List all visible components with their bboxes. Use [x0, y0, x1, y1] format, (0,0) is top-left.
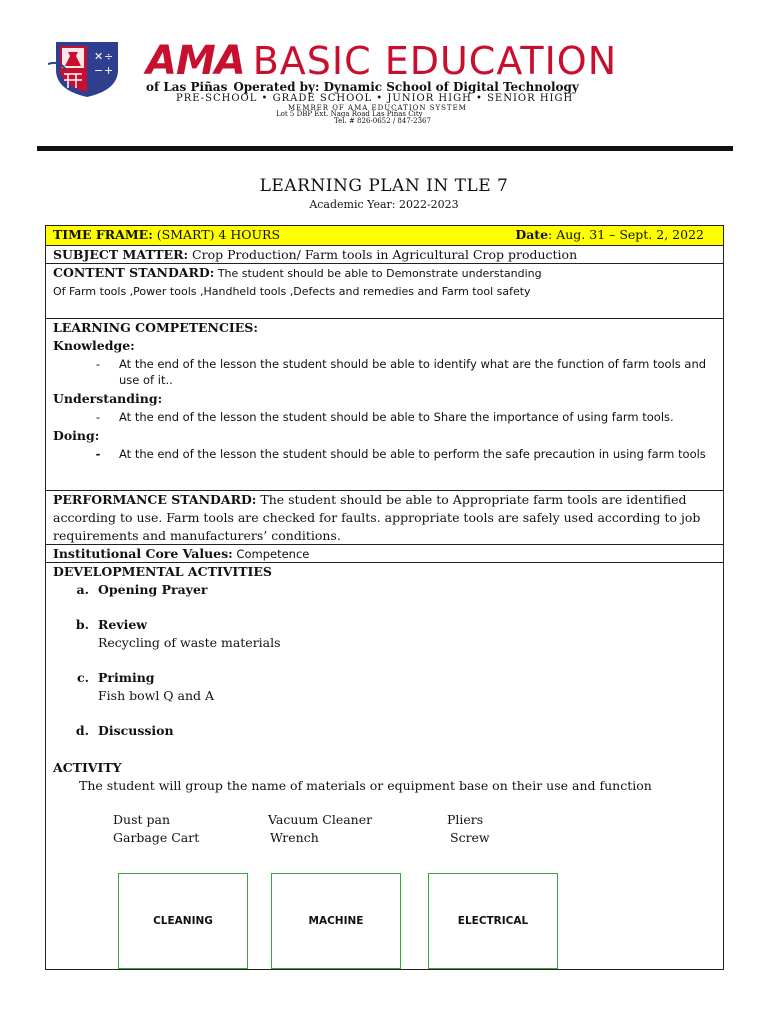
material-item: Screw: [450, 830, 490, 845]
bullet-dash: -: [95, 357, 101, 371]
member-line: MEMBER OF AMA EDUCATION SYSTEM: [288, 104, 467, 112]
knowledge-item: [53, 356, 716, 388]
step-detail: Fish bowl Q and A: [98, 688, 215, 703]
step-letter: c.: [77, 670, 89, 685]
knowledge-label: Knowledge:: [53, 338, 135, 353]
content-line-2: Of Farm tools ,Power tools ,Handheld tools ,Defects and remedies and Farm tool safety: [53, 285, 531, 298]
operated-by: Operated by: Dynamic School of Digital Technology: [233, 80, 579, 94]
brand-name: [146, 38, 617, 84]
step-letter: b.: [75, 617, 89, 632]
header-divider: [37, 146, 733, 151]
document-title: LEARNING PLAN IN TLE 7: [259, 176, 509, 196]
time-frame-value: (SMART) 4 HOURS: [152, 227, 281, 242]
activity-heading: ACTIVITY: [53, 760, 122, 775]
svg-text:+: +: [104, 64, 114, 77]
step-title: Review: [98, 617, 148, 632]
step-item: [53, 669, 716, 687]
step-item: [53, 616, 716, 634]
core-values-value: Competence: [232, 547, 310, 561]
core-values-row: [46, 544, 723, 562]
learning-plan-table: [45, 225, 724, 970]
activity-instructions: The student will group the name of materials or equipment base on their use and function: [79, 778, 652, 793]
date-label: Date: [515, 227, 549, 242]
svg-text:✕: ✕: [94, 50, 104, 63]
school-shield-logo: [48, 40, 140, 98]
content-line-1: The student should be able to Demonstrate understanding: [214, 267, 542, 280]
learning-competencies-row: [46, 318, 723, 490]
step-item: [53, 722, 716, 740]
step-detail: Recycling of waste materials: [98, 635, 281, 650]
understanding-text: At the end of the lesson the student should be able to Share the importance of using farm tools.: [119, 410, 674, 424]
subject-label: SUBJECT MATTER:: [53, 247, 189, 262]
performance-standard-row: [46, 490, 723, 544]
content-label: CONTENT STANDARD:: [53, 265, 215, 280]
subject-value: Crop Production/ Farm tools in Agricultural Crop production: [188, 247, 578, 262]
developmental-heading: DEVELOPMENTAL ACTIVITIES: [53, 564, 272, 579]
performance-label: PERFORMANCE STANDARD:: [53, 492, 257, 507]
bullet-dash: -: [95, 410, 101, 424]
understanding-label: Understanding:: [53, 391, 163, 406]
performance-value: The student should be able to Appropriate farm tools are identified according to use. Farm tools are checked for faults. appropriate tools are safely used according to job requirements and manufacturers’ conditions.: [53, 492, 701, 543]
telephone-line: Tel. # 826-0652 / 847-2367: [334, 117, 431, 125]
category-box-machine[interactable]: MACHINE: [271, 873, 401, 969]
doing-label: Doing:: [53, 428, 100, 443]
svg-text:÷: ÷: [104, 50, 114, 63]
category-box-electrical[interactable]: ELECTRICAL: [428, 873, 558, 969]
material-item: Dust pan: [113, 812, 170, 827]
doing-text: At the end of the lesson the student should be able to perform the safe precaution in using farm tools: [119, 447, 706, 461]
material-item: Garbage Cart: [113, 830, 200, 845]
school-levels: PRE-SCHOOL • GRADE SCHOOL • JUNIOR HIGH • SENIOR HIGH: [176, 93, 574, 104]
step-title: Discussion: [98, 723, 174, 738]
knowledge-text: At the end of the lesson the student should be able to identify what are the function of farm tools and use of it..: [119, 357, 707, 387]
category-box-cleaning[interactable]: CLEANING: [118, 873, 248, 969]
doing-item: [53, 446, 716, 462]
core-values-label: Institutional Core Values:: [53, 546, 233, 561]
bullet-dash: -: [95, 447, 101, 461]
understanding-item: [53, 409, 716, 425]
step-title: Priming: [98, 670, 155, 685]
step-item: [53, 581, 716, 599]
time-frame-label: TIME FRAME:: [53, 227, 153, 242]
brand-ama: AMA: [146, 38, 245, 84]
academic-year: Academic Year: 2022-2023: [309, 198, 459, 211]
step-letter: d.: [75, 723, 89, 738]
svg-text:−: −: [94, 64, 104, 77]
brand-basic-education: BASIC EDUCATION: [252, 39, 618, 83]
operator-line: [146, 80, 579, 94]
step-letter: a.: [76, 582, 89, 597]
address-line: Lot 5 DBP Ext. Naga Road Las Piñas City: [276, 110, 423, 118]
date-value: : Aug. 31 – Sept. 2, 2022: [548, 227, 704, 242]
letterhead: [0, 0, 768, 150]
material-item: Wrench: [270, 830, 319, 845]
step-title: Opening Prayer: [98, 582, 208, 597]
competencies-heading: LEARNING COMPETENCIES:: [53, 320, 258, 335]
material-item: Vacuum Cleaner: [268, 812, 373, 827]
subject-matter-row: [46, 245, 723, 263]
content-standard-row: [46, 263, 723, 318]
developmental-activities-row: [46, 562, 723, 969]
time-frame-row: [46, 226, 723, 245]
material-item: Pliers: [447, 812, 484, 827]
location: of Las Piñas: [146, 80, 228, 94]
